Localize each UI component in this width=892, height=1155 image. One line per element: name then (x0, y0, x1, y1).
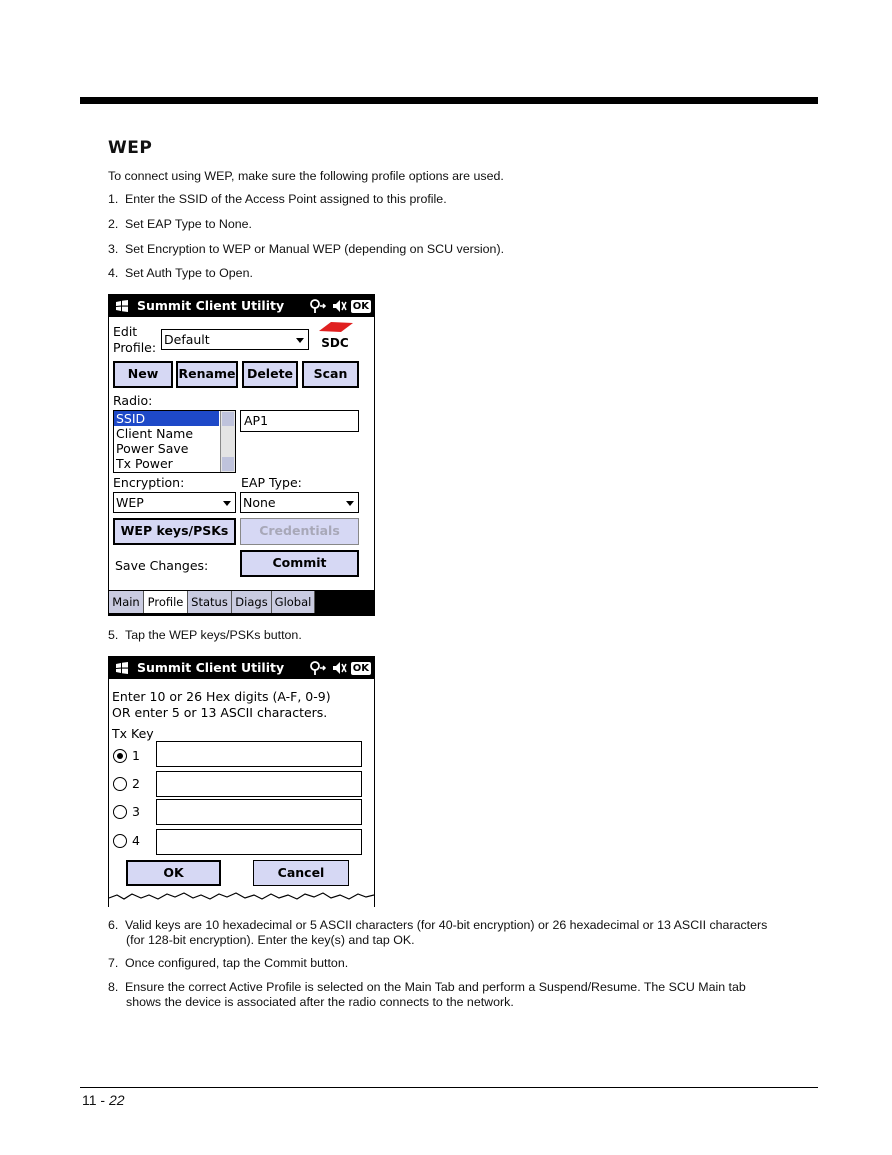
commit-button[interactable]: Commit (240, 550, 359, 577)
tx-key-radio-3[interactable] (113, 805, 127, 819)
radio-settings-list[interactable] (113, 410, 236, 473)
encryption-dropdown[interactable] (113, 492, 236, 513)
connectivity-icon[interactable] (309, 660, 327, 676)
svg-text:SDC: SDC (321, 336, 349, 349)
save-changes-label: Save Changes: (115, 558, 209, 573)
tx-key-radio-1[interactable] (113, 749, 127, 763)
instructions-line-1: Enter 10 or 26 Hex digits (A-F, 0-9) (112, 689, 331, 704)
scroll-down-icon[interactable] (222, 457, 234, 471)
list-scrollbar[interactable] (220, 411, 235, 472)
list-item-tx-power[interactable]: Tx Power (116, 456, 173, 471)
profile-dropdown[interactable] (161, 329, 309, 350)
profile-screen (108, 294, 375, 616)
tx-key-label: Tx Key (112, 726, 154, 741)
tab-main[interactable]: Main (109, 591, 144, 613)
eap-type-dropdown[interactable] (240, 492, 359, 513)
list-item-client-name[interactable]: Client Name (116, 426, 194, 441)
tab-profile[interactable]: Profile (144, 591, 188, 613)
step-1: 1. Enter the SSID of the Access Point assigned to this profile. (108, 192, 447, 206)
step-6: 6. Valid keys are 10 hexadecimal or 5 ASCII characters (for 40-bit encryption) or 26 hexadecimal or 13 ASCII characters (for 128-bit encryption). Enter the key(s) and tap OK. (108, 918, 768, 947)
window-title: Summit Client Utility (137, 298, 285, 313)
encryption-label: Encryption: (113, 475, 185, 490)
profile-label: Profile: (113, 340, 157, 355)
speaker-muted-icon[interactable] (331, 298, 347, 314)
sdc-logo (315, 321, 355, 349)
delete-button[interactable]: Delete (242, 361, 298, 388)
torn-edge (109, 889, 374, 907)
windows-start-icon[interactable] (115, 299, 129, 313)
wep-key-input-1[interactable] (156, 741, 362, 767)
speaker-muted-icon[interactable] (331, 660, 347, 676)
chevron-down-icon (346, 501, 354, 506)
tx-key-radio-4[interactable] (113, 834, 127, 848)
tab-global[interactable]: Global (272, 591, 315, 613)
step-5: 5. Tap the WEP keys/PSKs button. (108, 628, 302, 642)
tab-status[interactable]: Status (188, 591, 232, 613)
scan-button[interactable]: Scan (302, 361, 359, 388)
eap-type-value: None (243, 495, 276, 510)
edit-label: Edit (113, 324, 138, 339)
ssid-input[interactable]: AP1 (240, 410, 359, 432)
chevron-down-icon (296, 338, 304, 343)
step-3: 3. Set Encryption to WEP or Manual WEP (depending on SCU version). (108, 242, 505, 256)
tx-key-number-4: 4 (132, 833, 140, 848)
connectivity-icon[interactable] (309, 298, 327, 314)
instructions-line-2: OR enter 5 or 13 ASCII characters. (112, 705, 328, 720)
profile-value: Default (164, 332, 210, 347)
title-ok-button[interactable]: OK (352, 662, 369, 674)
top-rule (80, 97, 818, 104)
tx-key-number-1: 1 (132, 748, 140, 763)
title-bar (109, 295, 374, 317)
wep-keys-screen (108, 656, 375, 907)
step-4: 4. Set Auth Type to Open. (108, 266, 253, 280)
list-item-power-save[interactable]: Power Save (116, 441, 189, 456)
step-7: 7. Once configured, tap the Commit button. (108, 956, 349, 970)
step-2: 2. Set EAP Type to None. (108, 217, 252, 231)
section-heading: WEP (108, 138, 153, 158)
wep-key-input-2[interactable] (156, 771, 362, 797)
step-8: 8. Ensure the correct Active Profile is selected on the Main Tab and perform a Suspend/Resume. The SCU Main tab shows the device is associated after the radio connects to the network. (108, 980, 746, 1009)
cancel-button[interactable]: Cancel (253, 860, 349, 886)
ok-button[interactable]: OK (126, 860, 221, 886)
list-item-ssid[interactable]: SSID (114, 411, 219, 426)
wep-key-input-4[interactable] (156, 829, 362, 855)
intro-text: To connect using WEP, make sure the following profile options are used. (108, 169, 504, 183)
wep-keys-button[interactable]: WEP keys/PSKs (113, 518, 236, 545)
scroll-up-icon[interactable] (222, 412, 234, 426)
tx-key-number-2: 2 (132, 776, 140, 791)
credentials-button: Credentials (240, 518, 359, 545)
title-bar (109, 657, 374, 679)
bottom-rule (80, 1087, 818, 1088)
window-title: Summit Client Utility (137, 660, 285, 675)
encryption-value: WEP (116, 495, 144, 510)
new-button[interactable]: New (113, 361, 173, 388)
windows-start-icon[interactable] (115, 661, 129, 675)
rename-button[interactable]: Rename (176, 361, 238, 388)
title-ok-button[interactable]: OK (352, 300, 369, 312)
tab-bar (109, 590, 374, 615)
tab-diags[interactable]: Diags (232, 591, 272, 613)
eap-type-label: EAP Type: (241, 475, 302, 490)
chevron-down-icon (223, 501, 231, 506)
radio-label: Radio: (113, 393, 153, 408)
wep-key-input-3[interactable] (156, 799, 362, 825)
page-number: 11 - 22 (82, 1092, 125, 1108)
tx-key-number-3: 3 (132, 804, 140, 819)
tx-key-radio-2[interactable] (113, 777, 127, 791)
